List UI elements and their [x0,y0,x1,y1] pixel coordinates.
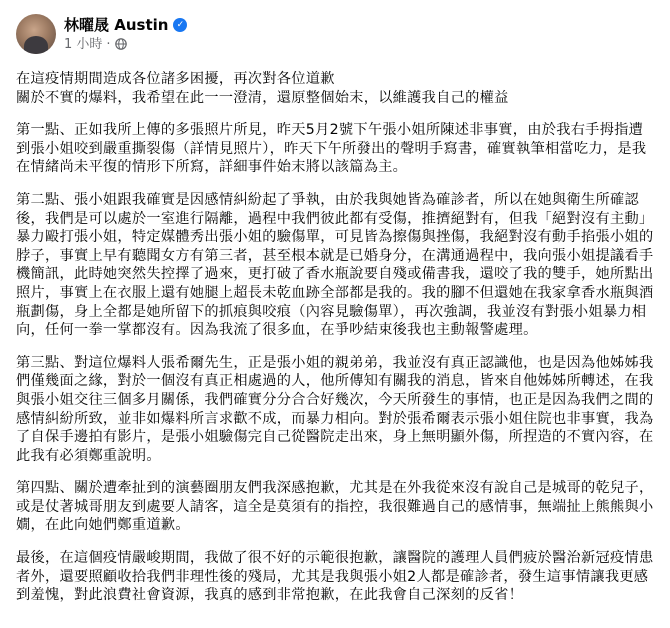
globe-icon[interactable] [115,38,127,50]
meta-separator: · [106,36,111,52]
author-avatar[interactable] [16,14,56,54]
verified-badge-icon: ✓ [173,18,187,32]
post-header [16,12,654,56]
post-body [16,70,654,605]
post-meta [64,16,187,53]
post-paragraph-point-1: 第一點、正如我所上傳的多張照片所見，昨天5月2號下午張小姐所陳述非事實，由於我右手拇指遭到張小姐咬到嚴重撕裂傷（詳情見照片），昨天下午所發出的聲明手寫書，確實執筆相當吃力，是我在情緒尚未平復的情形下所寫，詳細事件始末將以該篇為主。 [16,122,647,176]
post-subline [64,36,187,53]
author-name[interactable]: 林曜晟 Austin [64,15,169,34]
post-paragraph-point-3: 第三點、對這位爆料人張希爾先生，正是張小姐的親弟弟，我並沒有真正認識他，也是因為他姊姊我們僅幾面之緣，對於一個沒有真正相處過的人，他所傳知有關我的消息，皆來自他姊姊所轉述，在我與張小姐交往三個多月關係，我們確實分分合合好幾次，今天所發生的事情，也正是因為我們之間的感情糾紛所致，並非如爆料所言求歡不成，而暴力相向。對於張希爾表示張小姐住院也非事實，我為了自保手邊拍有影片，是張小姐驗傷完自己從醫院走出來，身上無明顯外傷，所捏造的不實內容，在此我有必須鄭重說明。 [16,354,654,464]
post-timestamp[interactable]: 1 小時 [64,36,103,52]
post-paragraph-point-4: 第四點、關於遭牽扯到的演藝圈朋友們我深感抱歉，尤其是在外我從來沒有說自己是城哥的乾兒子，或是仗著城哥朋友到處要人請客，這全是莫須有的指控，我很難過自己的感情事，無端扯上熊熊與小嫺，在此向她們鄭重道歉。 [16,480,654,534]
author-row [64,16,187,35]
post-paragraph-intro: 在這疫情期間造成各位諸多困擾，再次對各位道歉 關於不實的爆料，我希望在此一一澄清，還原整個始末，以維護我自己的權益 [16,71,509,106]
post-paragraph-closing: 最後，在這個疫情嚴峻期間，我做了很不好的示範很抱歉，讓醫院的護理人員們疲於醫治新冠疫情患者外，還要照顧收拾我們非理性後的殘局，尤其是我與張小姐2人都是確診者，發生這事情讓我更感到羞愧，對此浪費社會資源，我真的感到非常抱歉，在此我會自己深刻的反省！ [16,550,654,604]
post-paragraph-point-2: 第二點、張小姐跟我確實是因感情糾紛起了爭執，由於我與她皆為確診者，所以在她與衛生所確認後，我們是可以處於一室進行隔離，過程中我們彼此都有受傷，推擠絕對有，但我「絕對沒有主動」暴力毆打張小姐，特定媒體秀出張小姐的驗傷單，可見皆為擦傷與挫傷，我絕對沒有動手掐張小姐的脖子，事實上早有聽聞女方有第三者，甚至根本就是已婚身分，在溝通過程中，我向張小姐提議看手機簡訊，此時她突然失控擇了過來，更打破了香水瓶說要自殘或備書我，還咬了我的雙手，她所點出照片，事實上在衣服上還有她腿上超長未乾血跡全部都是我的。我的腳不但還她在我家拿香水瓶與酒瓶劃傷，身上全都是她所留下的抓痕與咬痕（內容見驗傷單），再次強調，我並沒有對張小姐暴力相向，任何一拳一掌都沒有。因為我流了很多血，在爭吵結束後我也主動報警處理。 [16,191,654,339]
